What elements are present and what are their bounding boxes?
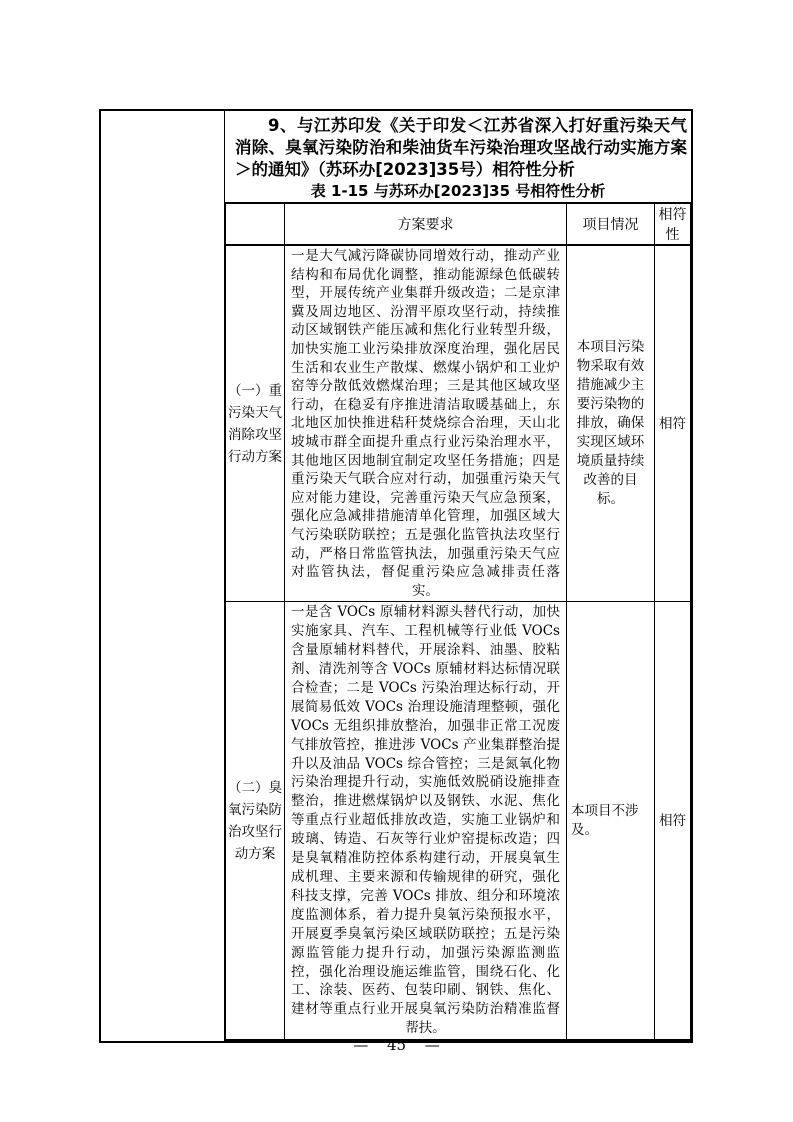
header-empty-cell xyxy=(226,203,285,245)
row-label-heavy-pollution-weather: （一）重污染天气消除攻坚行动方案 xyxy=(226,245,285,602)
header-project-situation: 项目情况 xyxy=(567,203,655,245)
table-header-row xyxy=(226,203,691,245)
table-caption: 表 1-15 与苏环办[2023]35 号相符性分析 xyxy=(310,182,606,200)
table-row xyxy=(226,245,691,602)
document-content-box xyxy=(99,109,693,1043)
header-plan-requirement: 方案要求 xyxy=(285,203,567,245)
section-title: 9、与江苏印发《关于印发＜江苏省深入打好重污染天气消除、臭氧污染防治和柴油货车污染治理攻坚战行动实施方案＞的通知》（苏环办[2023]35号）相符性分析 xyxy=(235,116,687,179)
plan-requirement-text: 一是大气减污降碳协同增效行动，推动产业结构和布局优化调整，推动能源绿色低碳转型，开展传统产业集群升级改造；二是京津冀及周边地区、汾渭平原攻坚行动，持续推动区域钢铁产能压减和焦化行业转型升级，加快实施工业污染排放深度治理，强化居民生活和农业生产散煤、燃煤小锅炉和工业炉窑等分散低效燃煤治理；三是其他区域攻坚行动，在稳妥有序推进清洁取暖基础上，东北地区加快推进秸秆焚烧综合治理，天山北坡城市群全面提升重点行业污染治理水平，其他地区因地制宜制定攻坚任务措施；四是重污染天气联合应对行动，加强重污染天气应对能力建设，完善重污染天气应急预案，强化应急减排措施清单化管理，加强区域大气污染联防联控；五是强化监管执法攻坚行动，严格日常监管执法，加强重污染天气应对监管执法，督促重污染应急减排责任落实。 xyxy=(285,245,567,602)
page-number: — 45 — xyxy=(353,1036,440,1054)
empty-left-column xyxy=(101,111,225,1041)
conformity-result: 相符 xyxy=(655,602,691,1040)
conformity-result: 相符 xyxy=(655,245,691,602)
table-row xyxy=(226,602,691,1040)
conformity-analysis-table xyxy=(225,202,691,1041)
plan-requirement-text: 一是含 VOCs 原辅材料源头替代行动，加快实施家具、汽车、工程机械等行业低 VOCs 含量原辅材料替代，开展涂料、油墨、胶粘剂、清洗剂等含 VOCs 原辅材料达标情况联合检查；二是 VOCs 污染治理达标行动，开展简易低效 VOCs 治理设施清理整顿，强化 VOCs 无组织排放整治，加强非正常工况废气排放管控，推进涉 VOCs 产业集群整治提升以及油品 VOCs 综合管控；三是氮氧化物污染治理提升行动，实施低效脱硝设施排查整治，推进燃煤锅炉以及钢铁、水泥、焦化等重点行业超低排放改造，实施工业锅炉和玻璃、铸造、石灰等行业炉窑提标改造；四是臭氧精准防控体系构建行动，开展臭氧生成机理、主要来源和传输规律的研究，强化科技支撑，完善 VOCs 排放、组分和环境浓度监测体系，着力提升臭氧污染预报水平，开展夏季臭氧污染区域联防联控；五是污染源监管能力提升行动，加强污染源监测监控，强化治理设施运维监管，围绕石化、化工、涂装、医药、包装印刷、钢铁、焦化、建材等重点行业开展臭氧污染防治精准监督帮扶。 xyxy=(285,602,567,1040)
project-situation-text: 本项目不涉及。 xyxy=(567,602,655,1040)
row-label-ozone-pollution: （二）臭氧污染防治攻坚行动方案 xyxy=(226,602,285,1040)
header-conformity: 相符性 xyxy=(655,203,691,245)
analysis-section xyxy=(225,111,691,1041)
project-situation-text: 本项目污染物采取有效措施减少主要污染物的排放，确保实现区域环境质量持续改善的目标。 xyxy=(567,245,655,602)
